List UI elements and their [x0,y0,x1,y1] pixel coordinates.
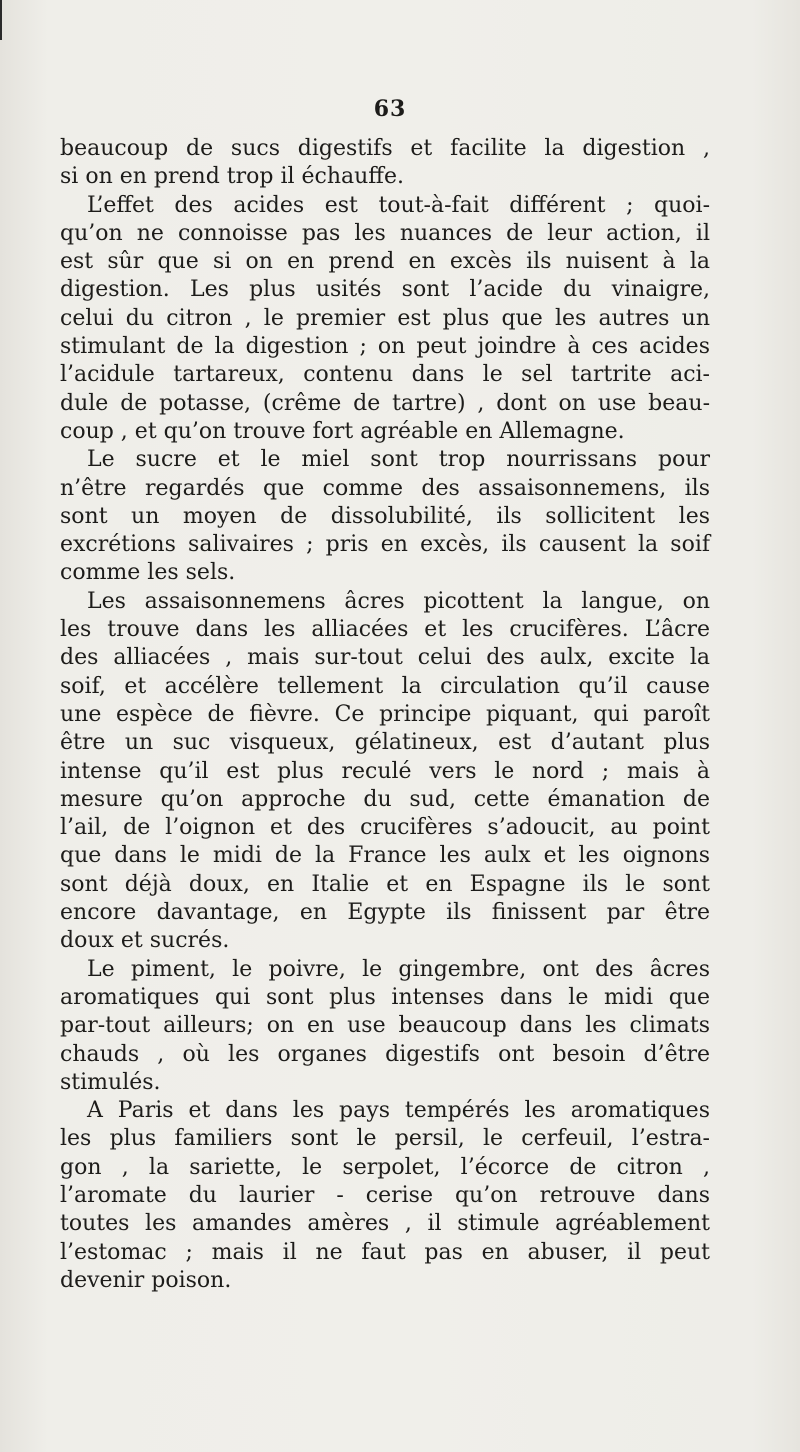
text-line: par-tout ailleurs; on en use beaucoup dans les climats [60,1013,710,1039]
text-line: qu’on ne connoisse pas les nuances de leur action, il [60,220,710,246]
text-line: Les assaisonnemens âcres picottent la langue, on [87,588,710,614]
text-line: une espèce de fièvre. Ce principe piquant, qui paroît [60,701,710,727]
text-line: les trouve dans les alliacées et les crucifères. L’âcre [60,617,710,643]
text-line: l’ail, de l’oignon et des crucifères s’adoucit, au point [60,815,710,841]
text-line: devenir poison. [60,1267,232,1293]
text-line: toutes les amandes amères , il stimule agréablement [60,1211,710,1237]
text-line: sont un moyen de dissolubilité, ils sollicitent les [60,503,710,529]
text-line: coup , et qu’on trouve fort agréable en Allemagne. [60,418,625,444]
text-line: aromatiques qui sont plus intenses dans le midi que [60,984,710,1010]
text-line: comme les sels. [60,560,236,586]
body-text [60,135,710,1295]
text-line: Le sucre et le miel sont trop nourrissans pour [87,447,710,473]
page-edge-mark [0,0,2,40]
text-line: A Paris et dans les pays tempérés les aromatiques [87,1098,710,1124]
text-line: celui du citron , le premier est plus que les autres un [60,305,710,331]
text-line: encore davantage, en Egypte ils finissent par être [60,900,710,926]
text-line: Le piment, le poivre, le gingembre, ont des âcres [87,956,710,982]
text-line: mesure qu’on approche du sud, cette émanation de [60,786,710,812]
text-line: que dans le midi de la France les aulx et les oignons [60,843,710,869]
text-line: digestion. Les plus usités sont l’acide du vinaigre, [60,277,710,303]
text-line: est sûr que si on en prend en excès ils nuisent à la [60,249,710,275]
text-line: des alliacées , mais sur-tout celui des aulx, excite la [60,645,710,671]
text-line: l’estomac ; mais il ne faut pas en abuser, il peut [60,1239,710,1265]
text-line: l’aromate du laurier - cerise qu’on retrouve dans [60,1182,710,1208]
text-line: l’acidule tartareux, contenu dans le sel tartrite aci- [60,362,710,388]
text-line: les plus familiers sont le persil, le cerfeuil, l’estra- [60,1126,710,1152]
text-line: dule de potasse, (crême de tartre) , dont on use beau- [60,390,710,416]
text-line: intense qu’il est plus reculé vers le nord ; mais à [60,758,710,784]
text-line: excrétions salivaires ; pris en excès, ils causent la soif [60,532,710,558]
text-line: doux et sucrés. [60,928,230,954]
text-line: n’être regardés que comme des assaisonnemens, ils [60,475,710,501]
text-line: beaucoup de sucs digestifs et facilite la digestion , [60,136,710,161]
text-line: sont déjà doux, en Italie et en Espagne ils le sont [60,871,710,897]
text-line: stimulés. [60,1069,161,1095]
text-line: gon , la sariette, le serpolet, l’écorce de citron , [60,1154,710,1180]
text-line: stimulant de la digestion ; on peut joindre à ces acides [60,334,710,360]
text-line: être un suc visqueux, gélatineux, est d’autant plus [60,730,710,756]
text-line: si on en prend trop il échauffe. [60,164,404,190]
text-line: L’effet des acides est tout-à-fait différent ; quoi- [87,192,710,218]
text-line: chauds , où les organes digestifs ont besoin d’être [60,1041,710,1067]
text-line: soif, et accélère tellement la circulation qu’il cause [60,673,710,699]
page-number: 63 [373,96,407,122]
